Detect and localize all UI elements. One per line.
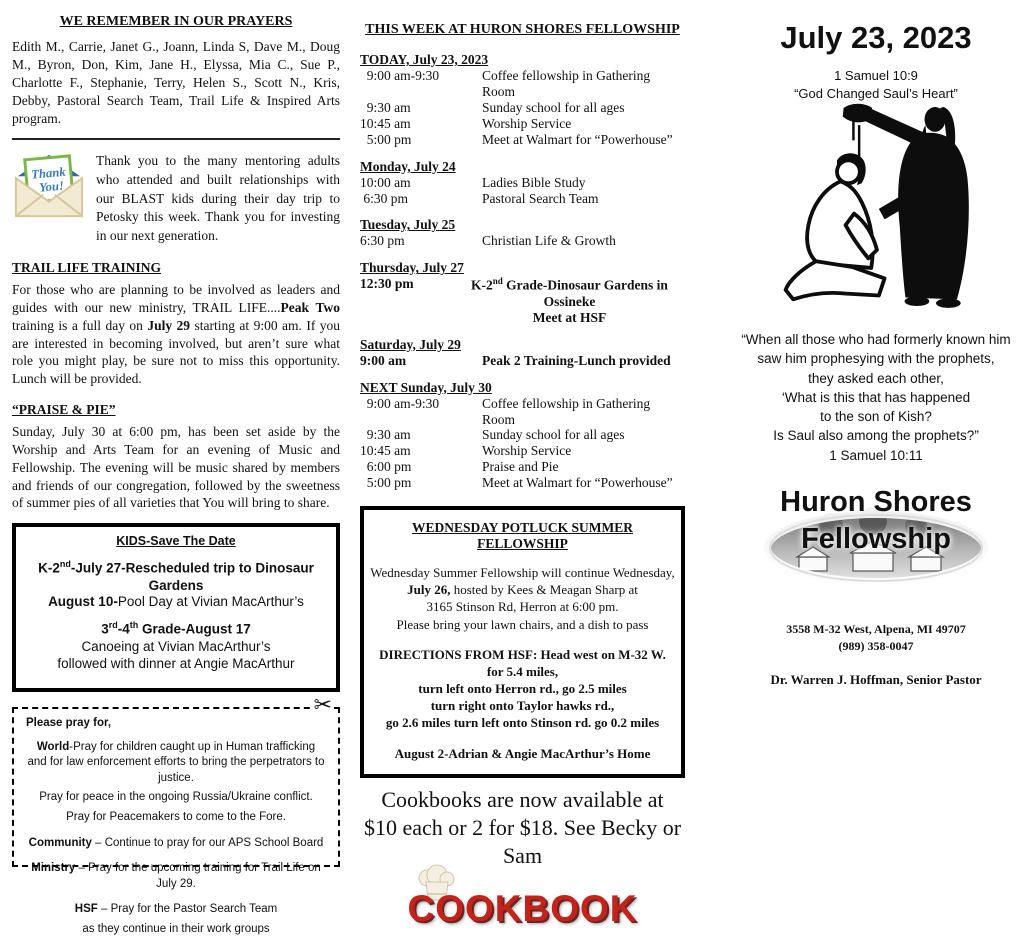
- please-pray-for-box: [12, 692, 340, 935]
- potluck-directions-1: DIRECTIONS FROM HSF: Head west on M-32 W. for 5.4 miles,: [379, 646, 666, 679]
- schedule-row-thursday: 12:30 pm K-2nd Grade-Dinosaur Gardens in Ossineke: [360, 276, 668, 309]
- schedule-row: 6:30 pm Christian Life & Growth: [360, 233, 616, 249]
- schedule-row: 10:45 am Worship Service: [360, 443, 572, 459]
- trail-life-text: For those who are planning to be involved as leaders and guides with our new ministry, TRAIL LIFE....Peak Two training is a full day on July 29 starting at 9:00 am. If you are interested in becoming involved, but aren’t sure what role you might play, be sure not to miss this opportunity. Lunch will be provided.: [12, 282, 340, 387]
- left-column: [12, 6, 340, 935]
- cookbooks-announcement: Cookbooks are now available at $10 each or 2 for $18. See Becky or Sam: [363, 786, 682, 869]
- pray-community: Community – Continue to pray for our APS School Board: [28, 836, 324, 849]
- schedule-day-saturday: Saturday, July 29: [360, 336, 461, 352]
- schedule-day-thursday: Thursday, July 27: [360, 260, 464, 276]
- pray-ministry: Ministry – Pray for the upcoming training for Trail Life on July 29.: [31, 862, 321, 890]
- logo-text-line1: Huron Shores: [780, 486, 972, 519]
- kids-line-3: 3rd-4th Grade-August 17: [101, 620, 251, 637]
- church-phone: (989) 358-0047: [838, 639, 914, 654]
- prayers-heading: WE REMEMBER IN OUR PRAYERS: [59, 14, 293, 29]
- quote-reference: 1 Samuel 10:11: [829, 447, 923, 463]
- pray-peace-2: Pray for Peacemakers to come to the Fore.: [66, 810, 286, 823]
- thank-you-text: Thank you to the many mentoring adults who attended and built relationships with our BLAST kids during their day trip to Petosky this week. Thank you for investing in our next generation.: [96, 152, 340, 244]
- kids-line-5: followed with dinner at Angie MacArthur: [57, 655, 295, 671]
- schedule-row: 5:00 pm Meet at Walmart for “Powerhouse”: [360, 131, 673, 147]
- potluck-line-4: Please bring your lawn chairs, and a dish to pass: [396, 616, 649, 632]
- samuel-anointing-saul-image: [757, 101, 995, 313]
- kids-line-4: Canoeing at Vivian MacArthur’s: [81, 638, 271, 654]
- potluck-directions-2: turn left onto Herron rd., go 2.5 miles: [418, 681, 627, 697]
- sermon-verse-reference: 1 Samuel 10:9: [834, 68, 918, 83]
- potluck-line-3: 3165 Stinson Rd, Herron at 6:00 pm.: [426, 599, 619, 615]
- kids-line-2: August 10-Pool Day at Vivian MacArthur’s: [48, 594, 304, 610]
- potluck-title: WEDNESDAY POTLUCK SUMMER FELLOWSHIP: [411, 520, 634, 552]
- schedule-row: 9:00 am-9:30 Coffee fellowship in Gathering Room: [360, 395, 651, 427]
- kids-line-1: K-2nd-July 27-Rescheduled trip to Dinosaur Gardens: [38, 559, 314, 593]
- thank-you-envelope-icon: [12, 150, 86, 220]
- schedule-row: 9:00 am Peak 2 Training-Lunch provided: [360, 352, 671, 368]
- praise-pie-heading: “PRAISE & PIE”: [12, 402, 116, 418]
- pray-box-title: Please pray for,: [26, 717, 112, 730]
- pastor-name: Dr. Warren J. Hoffman, Senior Pastor: [770, 671, 982, 687]
- schedule-row: 10:00 am Ladies Bible Study: [360, 174, 586, 190]
- kids-box-title: KIDS-Save The Date: [116, 534, 236, 549]
- scripture-quote: “When all those who had formerly known him saw him prophesying with the prophets, they asked each other, ‘What is this that has happened to the son of Kish? Is Saul also among the prophets?” 1 Samuel 10:11: [740, 330, 1012, 465]
- pray-hsf-2: as they continue in their work groups: [82, 922, 270, 935]
- schedule-day-next-sunday: NEXT Sunday, July 30: [360, 379, 492, 395]
- fellowship-logo: [740, 487, 1012, 587]
- potluck-directions-4: go 2.6 miles turn left onto Stinson rd. go 0.2 miles: [385, 715, 660, 731]
- svg-text:You!: You!: [38, 178, 65, 195]
- schedule-day-tuesday: Tuesday, July 25: [360, 217, 456, 233]
- wednesday-potluck-box: [360, 506, 685, 778]
- schedule-row: 9:30 am Sunday school for all ages: [360, 427, 625, 443]
- schedule-row: 9:30 am Sunday school for all ages: [360, 99, 625, 115]
- trail-life-heading: TRAIL LIFE TRAINING: [12, 260, 162, 276]
- schedule-row: 5:00 pm Meet at Walmart for “Powerhouse”: [360, 475, 673, 491]
- church-address: 3558 M-32 West, Alpena, MI 49707 (989) 358-0047: [740, 621, 1012, 656]
- schedule-row: 6:00 pm Praise and Pie: [360, 459, 559, 475]
- divider: [12, 138, 340, 140]
- bulletin-date: July 23, 2023: [780, 20, 972, 55]
- potluck-august-2: August 2-Adrian & Angie MacArthur’s Home: [394, 745, 651, 761]
- schedule-row: 6:30 pm Pastoral Search Team: [360, 190, 599, 206]
- right-column: [740, 6, 1012, 688]
- middle-column: [360, 6, 685, 932]
- kids-save-the-date-box: [12, 523, 340, 692]
- potluck-line-1: Wednesday Summer Fellowship will continue Wednesday,: [370, 565, 675, 581]
- pray-world: World-Pray for children caught up in Human trafficking and for law enforcement efforts to bring the perpetrators to justice.: [27, 740, 325, 784]
- cookbook-graphic: [360, 872, 685, 932]
- cookbook-3d-text: COOKBOOK: [407, 888, 638, 930]
- schedule-row-thursday-2: Meet at HSF: [532, 309, 607, 325]
- scissors-icon: ✂: [313, 692, 332, 718]
- thank-you-card-text: Thank: [30, 164, 67, 182]
- sermon-theme: “God Changed Saul’s Heart”: [794, 86, 958, 101]
- potluck-directions-3: turn right onto Taylor hawks rd.,: [430, 698, 615, 714]
- prayer-names-list: Edith M., Carrie, Janet G., Joann, Linda S, Dave M., Doug M., Byron, Don, Kim, Jane H., Elyssa, Mia C., Sue P., Charlotte F., Stephanie, Terry, Helen S., Scott N., Kris, Debby, Pastoral Search Team, Trail Life & Inspired Arts program.: [12, 39, 340, 126]
- praise-pie-text: Sunday, July 30 at 6:00 pm, has been set aside by the Worship and Arts Team for an evening of Music and Fellowship. The evening will be music shared by members and friends of our congregation, followed by the sweetness of summer pies of all varieties that You will bring to share.: [12, 424, 340, 511]
- schedule-day-monday: Monday, July 24: [360, 158, 456, 174]
- schedule-title: THIS WEEK AT HURON SHORES FELLOWSHIP: [365, 22, 680, 37]
- pray-hsf: HSF – Pray for the Pastor Search Team: [74, 903, 278, 916]
- schedule-row: 10:45 am Worship Service: [360, 115, 572, 131]
- potluck-line-2: July 26, hosted by Kees & Meagan Sharp at: [407, 582, 638, 598]
- logo-text-line2: Fellowship: [801, 522, 951, 555]
- schedule-day-today: TODAY, July 23, 2023: [360, 52, 489, 67]
- thank-you-section: [12, 150, 340, 246]
- schedule-row: 9:00 am-9:30 Coffee fellowship in Gathering Room: [360, 68, 651, 99]
- pray-peace-1: Pray for peace in the ongoing Russia/Ukraine conflict.: [39, 791, 313, 804]
